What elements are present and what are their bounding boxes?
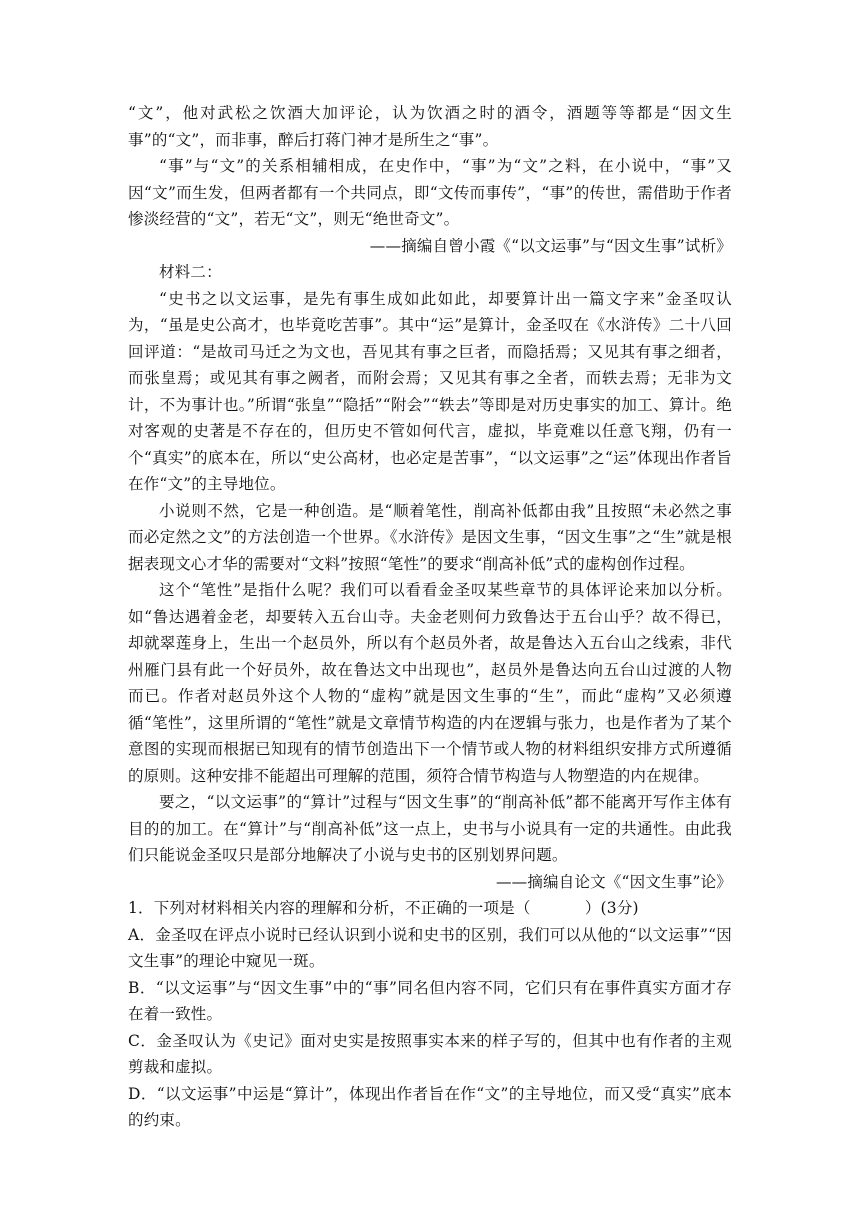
material1-source: ——摘编自曾小霞《“以文运事”与“因文生事”试析》 [369, 236, 732, 255]
question1-stem-before: 1．下列对材料相关内容的理解和分析，不正确的一项是（ [128, 899, 531, 917]
question1-stem-after: ）(3分) [584, 899, 639, 917]
material2-source: ——摘编自论文《“因文生事”论》 [495, 872, 732, 891]
question1-option-c: C．金圣叹认为《史记》面对史实是按照事实本来的样子写的，但其中也有作者的主观剪裁和虚拟。 [128, 1031, 732, 1076]
material2-heading: 材料二： [159, 263, 222, 281]
material2-paragraph-1: “史书之以文运事，是先有事生成如此如此，却要算计出一篇文字来”金圣叹认为，“虽是史公高才，也毕竟吃苦事”。其中“运”是算计，金圣叹在《水浒传》二十八回回评道：“是故司马迁之为文也，吾见其有事之巨者，而隐括焉；又见其有事之细者，而张皇焉；或见其有事之阙者，而附会焉；又见其有事之全者，而轶去焉；无非为文计，不为事计也。”所谓“张皇”“隐括”“附会”“轶去”等即是对历史事实的加工、算计。绝对客观的史著是不存在的，但历史不管如何代言，虚拟，毕竟难以任意飞翔，仍有一个“真实”的底本在，所以“史公高材，也必定是苦事”，“以文运事”之“运”体现出作者旨在作“文”的主导地位。 [128, 289, 732, 493]
material2-paragraph-3: 这个“笔性”是指什么呢？我们可以看看金圣叹某些章节的具体评论来加以分析。如“鲁达遇着金老，却要转入五台山寺。夫金老则何力致鲁达于五台山乎？故不得已，却就翠莲身上，生出一个赵员外，所以有个赵员外者，故是鲁达入五台山之线索，非代州雁门县有此一个好员外，故在鲁达文中出现也”，赵员外是鲁达向五台山过渡的人物而已。作者对赵员外这个人物的“虚构”就是因文生事的“生”，而此“虚构”又必须遵循“笔性”，这里所谓的“笔性”就是文章情节构造的内在逻辑与张力，也是作者为了某个意图的实现而根据已知现有的情节创造出下一个情节或人物的材料组织安排方式所遵循的原则。这种安排不能超出可理解的范围，须符合情节构造与人物塑造的内在规律。 [128, 581, 732, 785]
material2-paragraph-2: 小说则不然，它是一种创造。是“顺着笔性，削高补低都由我”且按照“未必然之事而必定然之文”的方法创造一个世界。《水浒传》是因文生事，“因文生事”之“生”就是根据表现文心才华的需要对“文料”按照“笔性”的要求“削高补低”式的虚构创作过程。 [128, 501, 732, 573]
material2-paragraph-4: 要之，“以文运事”的“算计”过程与“因文生事”的“削高补低”都不能离开写作主体有目的的加工。在“算计”与“削高补低”这一点上，史书与小说具有一定的共通性。由此我们只能说金圣叹只是部分地解决了小说与史书的区别划界问题。 [128, 793, 732, 864]
question1-option-a: A．金圣叹在评点小说时已经认识到小说和史书的区别，我们可以从他的“以文运事”“因文生事”的理论中窥见一斑。 [128, 925, 732, 970]
question1-option-b: B．“以文运事”与“因文生事”中的“事”同名但内容不同，它们只有在事件真实方面才存在着一致性。 [128, 978, 732, 1023]
material1-tail-paragraph-1: “文”，他对武松之饮酒大加评论，认为饮酒之时的酒令，酒题等等都是“因文生事”的“文”，而非事，醉后打蒋门神才是所生之“事”。 [128, 104, 732, 149]
question1-stem [128, 895, 732, 922]
material1-tail-paragraph-2: “事”与“文”的关系相辅相成，在史作中，“事”为“文”之料，在小说中，“事”又因“文”而生发，但两者都有一个共同点，即“文传而事传”，“事”的传世，需借助于作者惨淡经营的“文”，若无“文”，则无“绝世奇文”。 [128, 157, 732, 228]
document-page [128, 100, 732, 1134]
question1-option-d: D．“以文运事”中运是“算计”，体现出作者旨在作“文”的主导地位，而又受“真实”底本的约束。 [128, 1084, 732, 1129]
